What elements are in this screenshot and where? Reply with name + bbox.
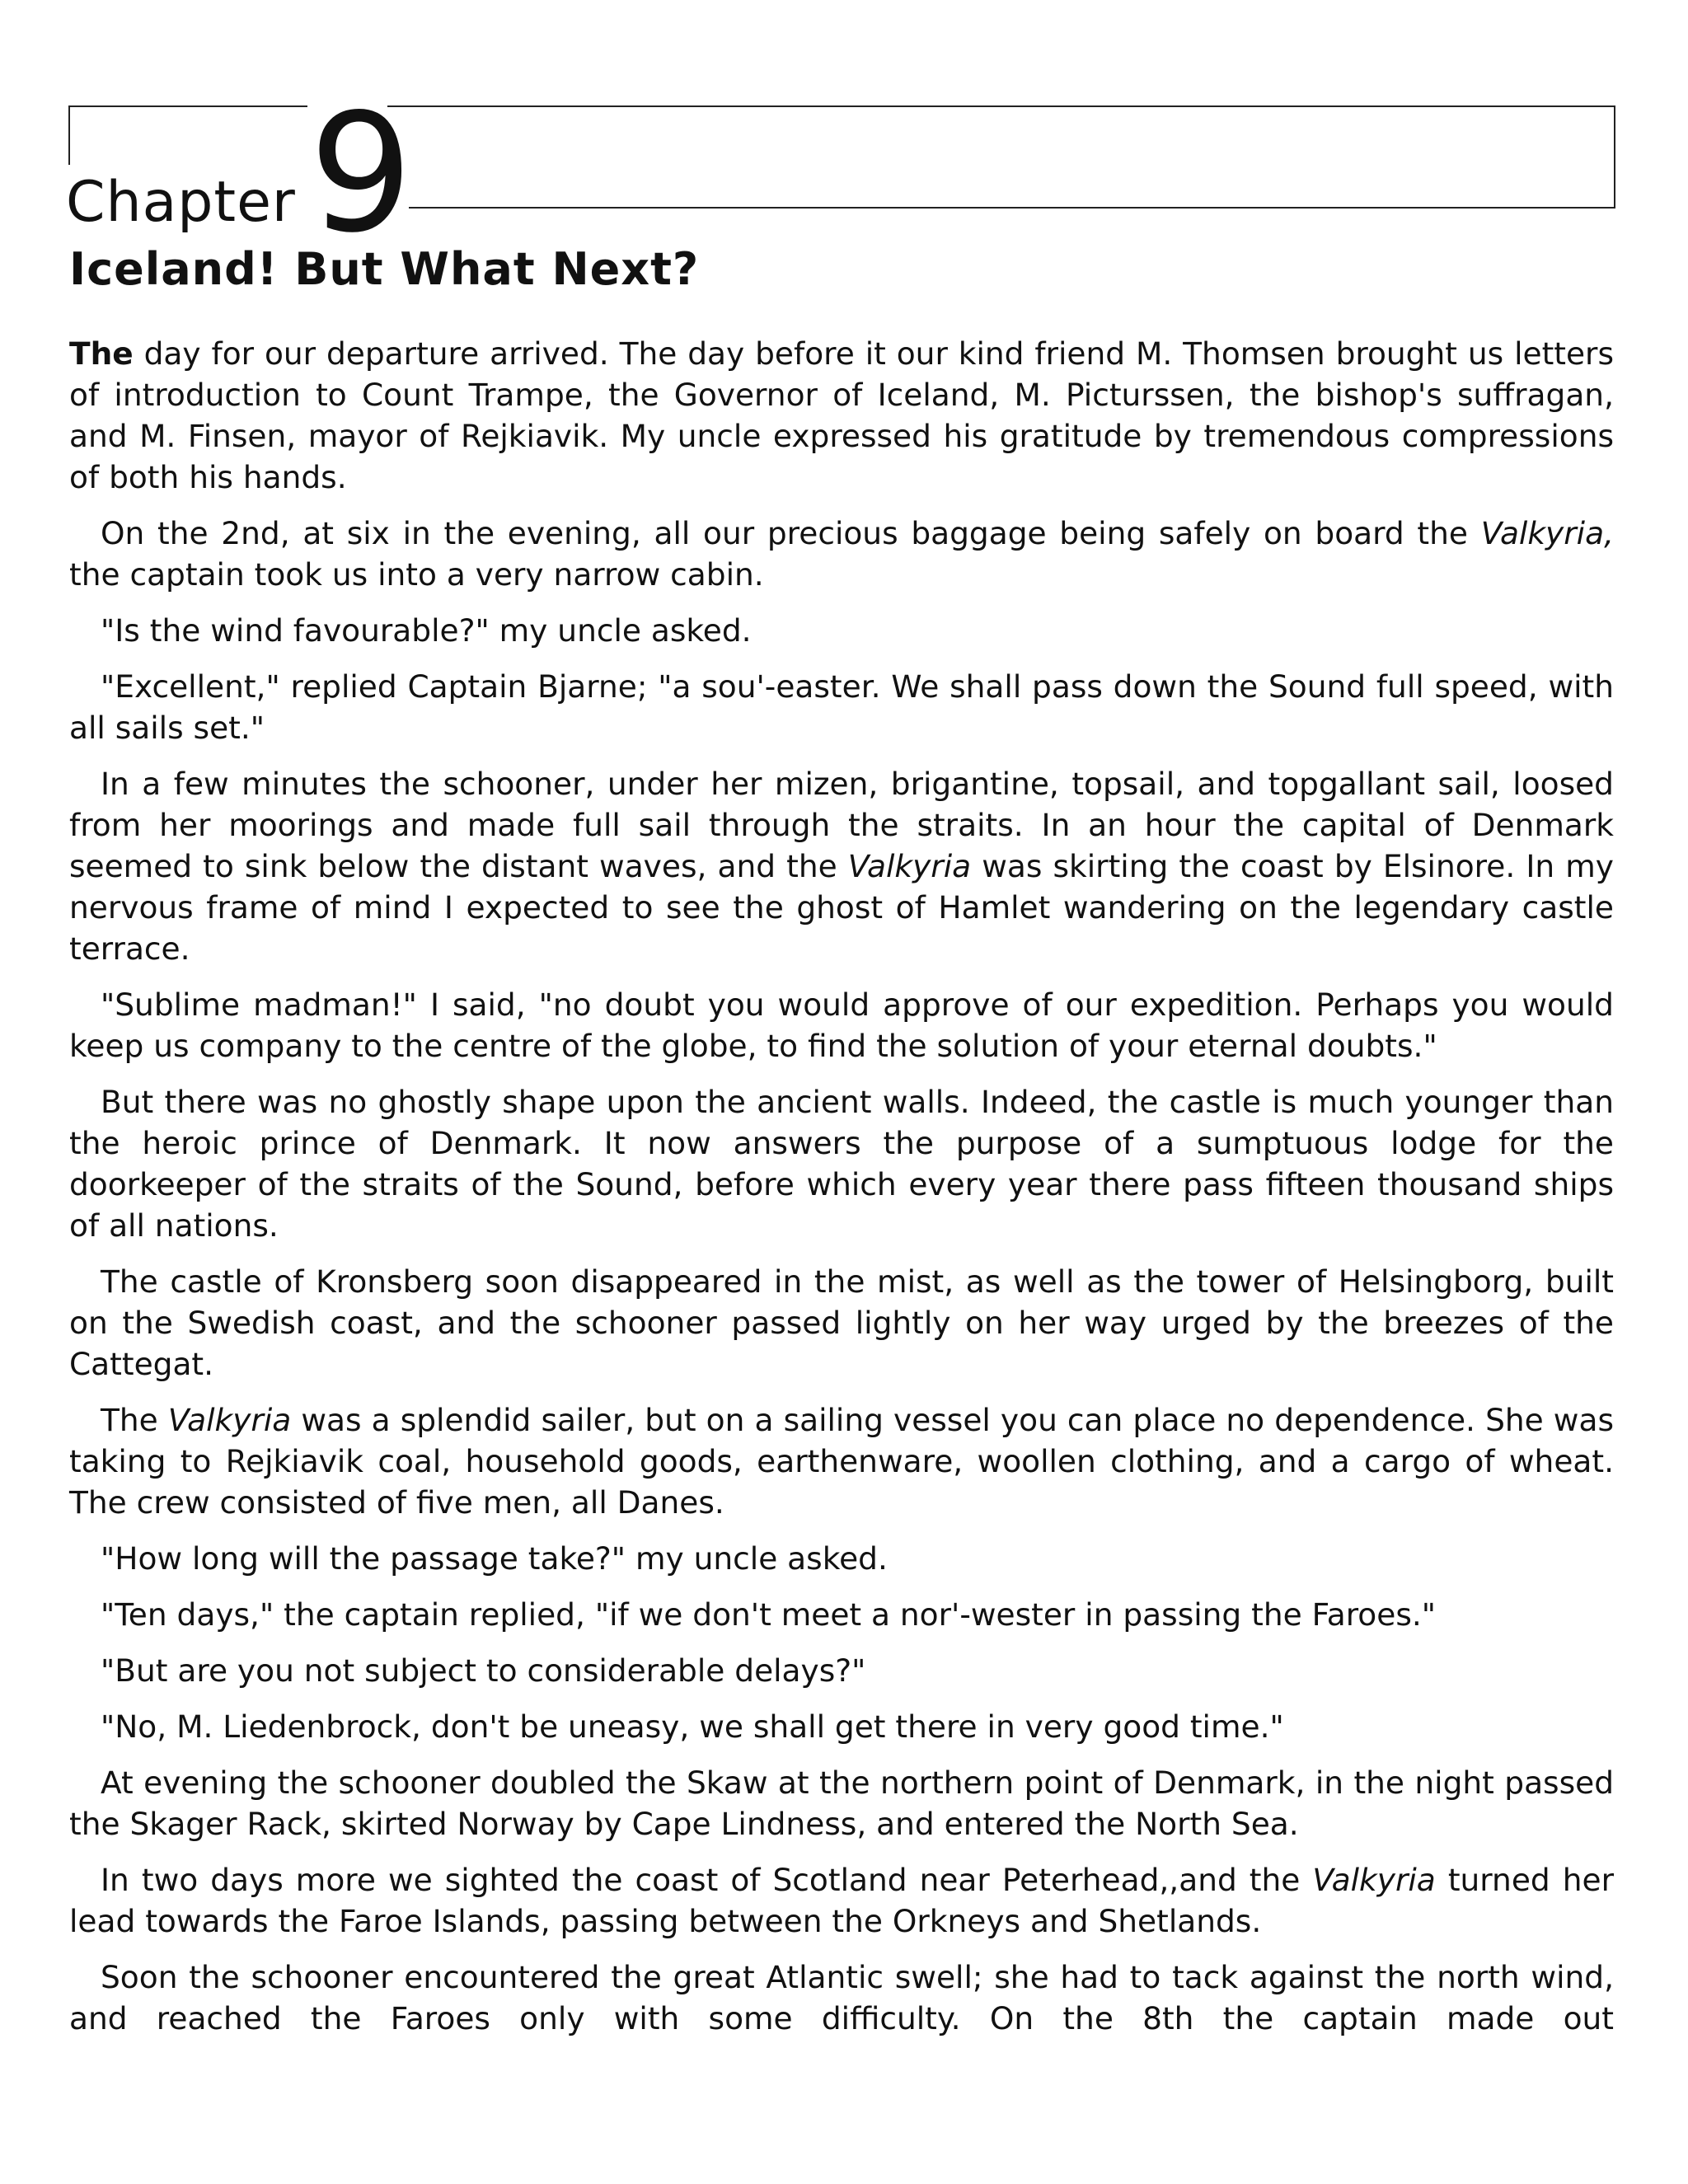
chapter-number: 9	[309, 78, 413, 269]
paragraph	[69, 984, 1614, 1066]
ship-name: Valkyria	[1312, 1862, 1436, 1898]
ship-name: Valkyria	[167, 1402, 292, 1438]
paragraph-text: The	[101, 1402, 168, 1438]
paragraph	[69, 666, 1614, 748]
paragraph-text: day for our departure arrived. The day before it our kind friend M. Thomsen brought us letters of introduction to Count Trampe, the Governor of Iceland, M. Picturssen, the bishop's suffragan, and M. Finsen, mayor of Rejkiavik. My uncle expressed his gratitude by tremendous compressions of both his hands.	[69, 335, 1614, 495]
paragraph	[69, 333, 1614, 498]
paragraph-text: In two days more we sighted the coast of Scotland near Peterhead,,and the	[101, 1862, 1313, 1898]
ship-name: Valkyria	[847, 848, 972, 884]
paragraph	[69, 610, 1614, 651]
paragraph	[69, 1859, 1614, 1942]
paragraph-text: At evening the schooner doubled the Skaw at the northern point of Denmark, in the night passed the Skager Rack, skirted Norway by Cape Lindness, and entered the North Sea.	[69, 1765, 1614, 1842]
paragraph	[69, 1762, 1614, 1844]
paragraph-text: In a few minutes the schooner, under her mizen, brigantine, topsail, and topgallant sail, loosed from her moorings and made full sail through the straits. In an hour the capital of Denmark seemed to sink below the distant waves, and the	[69, 766, 1614, 884]
header-frame-bottom-line	[409, 207, 1615, 209]
paragraph	[69, 1650, 1614, 1691]
lead-word: The	[69, 335, 134, 372]
paragraph-text: "Ten days," the captain replied, "if we don't meet a nor'-wester in passing the Faroes."	[101, 1596, 1437, 1633]
chapter-title: Iceland! But What Next?	[69, 243, 700, 295]
paragraph-text: was skirting the coast by Elsinore. In my nervous frame of mind I expected to see the ghost of Hamlet wandering on the legendary castle terrace.	[69, 848, 1614, 967]
paragraph	[69, 513, 1614, 595]
paragraph	[69, 1957, 1614, 2039]
paragraph-text: was a splendid sailer, but on a sailing vessel you can place no dependence. She was taking to Rejkiavik coal, household goods, earthenware, woollen clothing, and a cargo of wheat. The crew consisted of five men, all Danes.	[69, 1402, 1614, 1521]
paragraph	[69, 1594, 1614, 1635]
paragraph-text: The castle of Kronsberg soon disappeared in the mist, as well as the tower of Helsingborg, built on the Swedish coast, and the schooner passed lightly on her way urged by the breezes of the Cattegat.	[69, 1263, 1614, 1382]
paragraph-text: But there was no ghostly shape upon the ancient walls. Indeed, the castle is much younger than the heroic prince of Denmark. It now answers the purpose of a sumptuous lodge for the doorkeeper of the straits of the Sound, before which every year there pass fifteen thousand ships of all nations.	[69, 1084, 1614, 1244]
paragraph	[69, 1706, 1614, 1747]
paragraph-text: turned her lead towards the Faroe Islands, passing between the Orkneys and Shetlands.	[69, 1862, 1614, 1939]
paragraph	[69, 1399, 1614, 1523]
chapter-label: Chapter	[66, 170, 296, 235]
paragraph	[69, 1081, 1614, 1246]
paragraph	[69, 763, 1614, 969]
chapter-body	[69, 333, 1614, 2054]
header-frame-top-left-line	[68, 105, 307, 107]
header-frame-left-line	[68, 105, 70, 165]
ship-name: Valkyria,	[1480, 515, 1614, 551]
header-frame-right-line	[1614, 105, 1615, 209]
paragraph-text: "Excellent," replied Captain Bjarne; "a sou'-easter. We shall pass down the Sound full speed, with all sails set."	[69, 668, 1614, 746]
paragraph-text: "No, M. Liedenbrock, don't be uneasy, we shall get there in very good time."	[101, 1708, 1284, 1745]
paragraph-text: the captain took us into a very narrow cabin.	[69, 556, 764, 593]
paragraph-text: "Is the wind favourable?" my uncle asked.	[101, 612, 752, 649]
paragraph-text: "But are you not subject to considerable delays?"	[101, 1652, 866, 1689]
header-frame-top-right-line	[387, 105, 1615, 107]
paragraph	[69, 1538, 1614, 1579]
paragraph-text: On the 2nd, at six in the evening, all our precious baggage being safely on board the	[101, 515, 1481, 551]
paragraph-text: "How long will the passage take?" my uncle asked.	[101, 1540, 888, 1577]
paragraph-text: Soon the schooner encountered the great Atlantic swell; she had to tack against the north wind, and reached the Faroes only with some difficulty. On the 8th the captain made out	[69, 1959, 1614, 2036]
paragraph	[69, 1261, 1614, 1385]
paragraph-text: "Sublime madman!" I said, "no doubt you would approve of our expedition. Perhaps you would keep us company to the centre of the globe, to find the solution of your eternal doubts."	[69, 987, 1614, 1064]
